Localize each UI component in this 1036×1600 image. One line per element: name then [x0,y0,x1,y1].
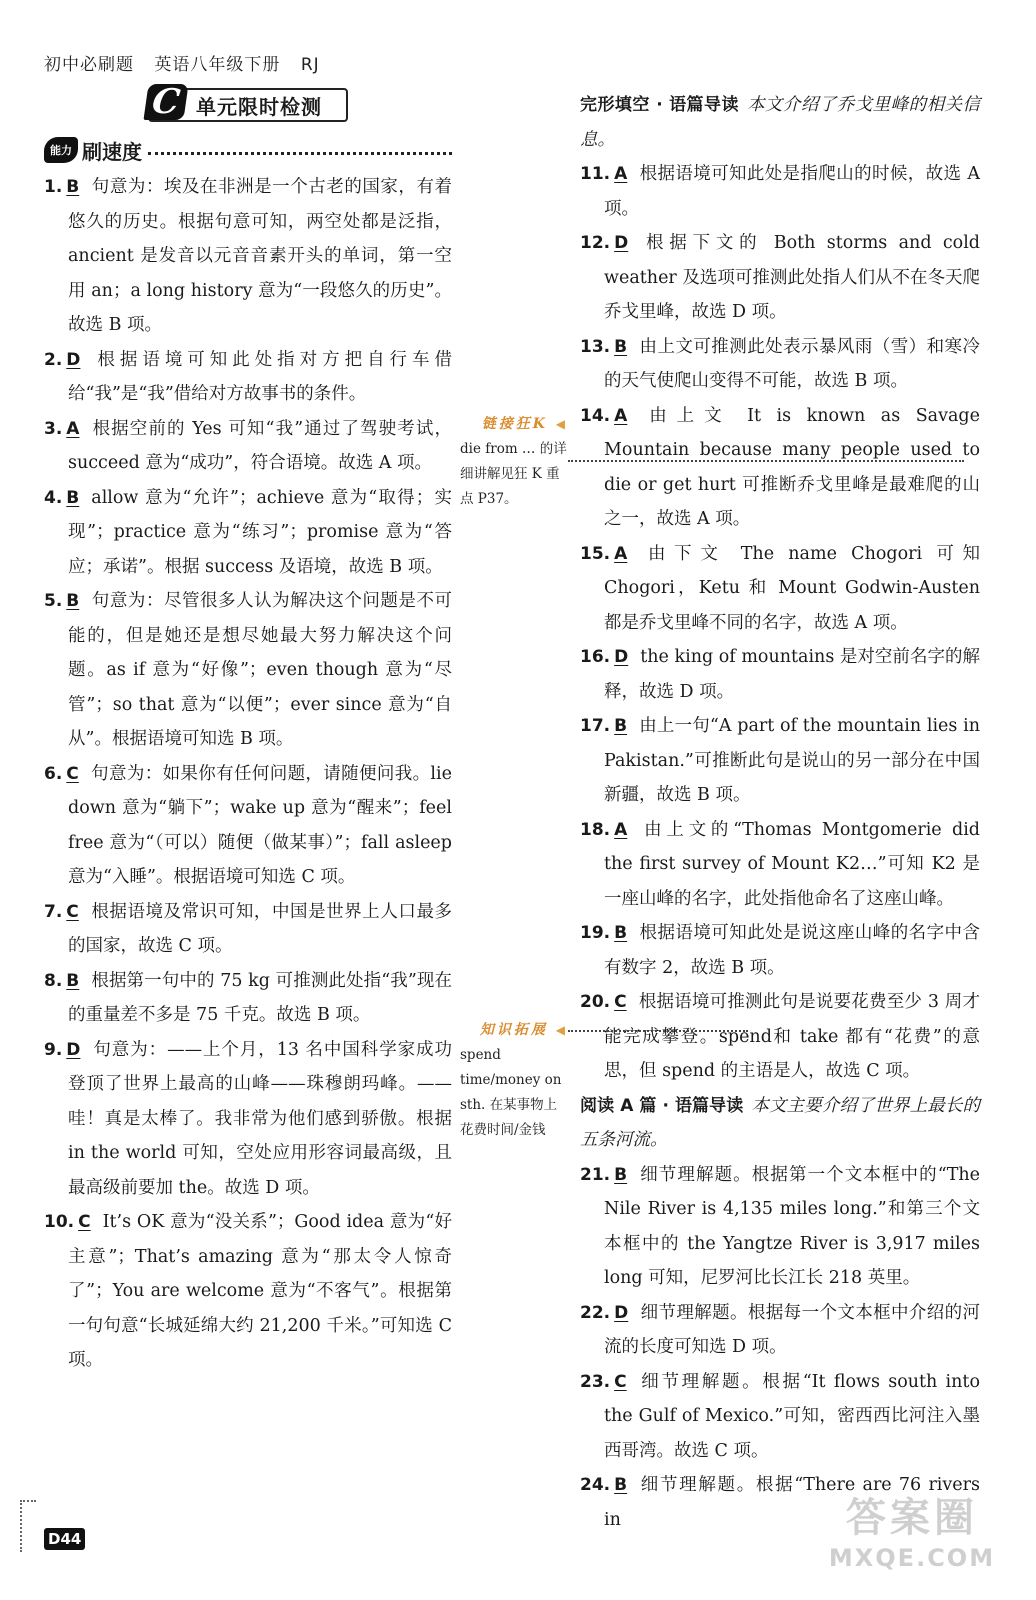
explanation-text: 根据下文的 Both storms and cold weather 及选项可推测此处指人们从不在冬天爬乔戈里峰，故选 D 项。 [604,233,980,322]
question-number: 13. [580,336,611,357]
question-number: 11. [580,164,611,184]
question-number: 3. [44,418,63,439]
side-note-knowledge [460,1018,568,1143]
answer-letter: A [614,543,628,564]
answer-item [580,399,980,537]
answer-letter: B [614,336,628,357]
answer-item [580,537,980,641]
right-column [580,88,980,1537]
answer-item [44,757,452,895]
answer-item [580,226,980,330]
question-number: 10. [44,1212,75,1232]
answer-letter: B [66,970,80,991]
answer-item [44,964,452,1033]
explanation-text: 细节理解题。根据“It flows south into the Gulf of Mexico.”可知，密西西比河注入墨西哥湾。故选 C 项。 [604,1371,980,1461]
answer-item [580,330,980,399]
answer-list-reading [580,1158,980,1538]
explanation-text: 根据语境及常识可知，中国是世界上人口最多的国家，故选 C 项。 [68,901,452,956]
answer-item [44,481,452,585]
answer-item [580,916,980,985]
explanation-text: 细节理解题。根据第一个文本框中的“The Nile River is 4,135 miles long.”和第三个文本框中的 the Yangtze River is 3,917 miles long 可知，尼罗河比长江长 218 英里。 [604,1164,980,1288]
answer-item [44,895,452,964]
explanation-text: the king of mountains 是对空前名字的解释，故选 D 项。 [604,647,980,702]
question-number: 1. [44,177,63,197]
answer-letter: A [614,405,628,426]
guide-cloze [580,88,980,157]
section-label: 刷速度 [82,139,142,164]
guide-reading [580,1089,980,1158]
explanation-text: 句意为：尽管很多人认为解决这个问题是不可能的，但是她还是想尽她最大努力解决这个问题。as if 意为“好像”；even though 意为“尽管”；so that 意为“以便”；ever since 意为“自从”。根据语境可知选 B 项。 [68,591,452,749]
answer-item [44,412,452,481]
explanation-text: 由上文可推测此处表示暴风雨（雪）和寒冷的天气使爬山变得不可能，故选 B 项。 [604,336,980,391]
question-number: 22. [580,1302,611,1323]
answer-item [580,1296,980,1365]
answer-item [580,813,980,917]
left-column [44,170,452,1378]
question-number: 17. [580,716,611,736]
question-number: 5. [44,591,63,611]
answer-letter: B [66,591,80,611]
question-number: 8. [44,970,63,991]
answer-item [44,170,452,343]
question-number: 6. [44,763,63,784]
unit-title-text: 单元限时检测 [196,94,322,119]
explanation-text: 根据语境可知此处是说这座山峰的名字中含有数字 2，故选 B 项。 [604,923,980,978]
watermark-url: MXQE.COM [828,1544,996,1572]
question-number: 19. [580,923,611,943]
edition: RJ [300,55,320,75]
note-title-text: 链接狂K [481,416,548,432]
note-leader-line [568,460,964,462]
answer-item [44,584,452,757]
answer-letter: D [614,233,629,253]
note-title-text: 知识拓展 [479,1022,548,1038]
answer-item [580,1158,980,1296]
answer-letter: B [66,177,80,197]
answer-letter: B [614,1164,628,1185]
answer-letter: D [614,1302,629,1323]
book-header [44,50,334,75]
answer-list-cloze [580,157,980,1089]
answer-letter: B [614,716,628,736]
book-name: 英语八年级下册 [154,55,281,75]
section-badge-icon: 能力 [44,137,78,163]
question-number: 12. [580,233,611,253]
guide-title: 阅读 A 篇 · 语篇导读 [580,1095,744,1116]
answer-letter: A [614,819,628,840]
explanation-text: 由上文 It is known as Savage Mountain because many people used to die or get hurt 可推断乔戈里峰是最难爬的山之一，故选 A 项。 [604,405,980,529]
answer-letter: A [66,418,80,439]
unit-test-title [148,82,348,122]
explanation-text: 根据语境可知此处指对方把自行车借给“我”是“我”借给对方故事书的条件。 [68,349,452,404]
note-body: spend time/money on sth. 在某事物上花费时间/金钱 [460,1047,562,1138]
question-number: 4. [44,487,63,508]
question-number: 20. [580,992,611,1012]
explanation-text: 根据空前的 Yes 可知“我”通过了驾驶考试，succeed 意为“成功”，符合语境。故选 A 项。 [68,418,452,473]
explanation-text: 句意为：——上个月，13 名中国科学家成功登顶了世界上最高的山峰——珠穆朗玛峰。——哇！真是太棒了。我非常为他们感到骄傲。根据 in the world 可知，空处应用形容词最高级，且最高级前要加 the。故选 D 项。 [68,1039,452,1198]
answer-letter: D [66,349,81,370]
answer-item [580,157,980,226]
explanation-text: 由上一句“A part of the mountain lies in Pakistan.”可推断此句是说山的另一部分在中国新疆，故选 B 项。 [604,716,980,805]
explanation-text: 句意为：如果你有任何问题，请随便问我。lie down 意为“躺下”；wake up 意为“醒来”；feel free 意为“（可以）随便（做某事）”；fall asleep 意为“入睡”。根据语境可知选 C 项。 [68,763,452,887]
explanation-text: 细节理解题。根据“There are 76 rivers in [604,1475,980,1530]
question-number: 14. [580,405,611,426]
answer-item [44,1205,452,1378]
corner-mark [20,1500,36,1552]
explanation-text: 句意为：埃及在非洲是一个古老的国家，有着悠久的历史。根据句意可知，两空处都是泛指，ancient 是发音以元音音素开头的单词，第一空用 an；a long history 意为“一段悠久的历史”。故选 B 项。 [68,177,452,335]
note-leader-line [568,1030,748,1032]
explanation-text: 根据第一句中的 75 kg 可推测此处指“我”现在的重量差不多是 75 千克。故选 B 项。 [68,970,452,1025]
question-number: 23. [580,1371,611,1392]
explanation-text: 根据语境可知此处是指爬山的时候，故选 A 项。 [604,164,980,219]
question-number: 15. [580,543,611,564]
answer-item [44,1033,452,1206]
explanation-text: 由下文 The name Chogori 可知 Chogori，Ketu 和 Mount Godwin-Austen 都是乔戈里峰不同的名字，故选 A 项。 [604,543,980,633]
page-number: D44 [44,1528,85,1550]
answer-item [580,985,980,1089]
answer-item [580,709,980,813]
question-number: 24. [580,1475,611,1495]
watermark-logo [812,1492,1012,1582]
question-number: 18. [580,819,611,840]
note-title [460,412,568,437]
explanation-text: It’s OK 意为“没关系”；Good idea 意为“好主意”；That’s amazing 意为“那太令人惊奇了”；You are welcome 意为“不客气”。根据第一句句意“长城延绵大约 21,200 千米。”可知选 C 项。 [68,1212,452,1370]
answer-item [44,343,452,412]
section-heading [44,136,452,164]
explanation-text: 由上文的“Thomas Montgomerie did the first survey of Mount K2…”可知 K2 是一座山峰的名字，此处指他命名了这座山峰。 [604,819,980,909]
arrow-icon: ◀ [555,1023,568,1037]
answer-letter: B [614,1475,628,1495]
answer-letter: C [614,992,627,1012]
question-number: 21. [580,1164,611,1185]
guide-text: 本文主要介绍了世界上最长的五条河流。 [580,1095,980,1150]
answer-item [580,640,980,709]
arrow-icon: ◀ [555,417,568,431]
answer-letter: C [614,1371,627,1392]
answer-letter: C [78,1212,91,1232]
guide-title: 完形填空 · 语篇导读 [580,95,739,115]
series-name: 初中必刷题 [44,55,134,75]
question-number: 16. [580,647,611,667]
explanation-text: 细节理解题。根据每一个文本框中介绍的河流的长度可知选 D 项。 [604,1302,980,1357]
answer-letter: A [614,164,628,184]
explanation-text: allow 意为“允许”；achieve 意为“取得；实现”；practice 意为“练习”；promise 意为“答应；承诺”。根据 success 及语境，故选 B 项。 [68,487,452,577]
c-badge-icon: C [143,84,188,120]
answer-item [580,1365,980,1469]
answer-letter: B [66,487,80,508]
question-number: 7. [44,901,63,922]
guide-text: 本文介绍了乔戈里峰的相关信息。 [580,95,981,150]
answer-letter: B [614,923,628,943]
explanation-text: 根据语境可推测此句是说要花费至少 3 周才能完成攀登。spend和 take 都有“花费”的意思，但 spend 的主语是人，故选 C 项。 [604,992,980,1081]
watermark-text: 答案圈 [846,1495,978,1541]
answer-letter: D [614,647,629,667]
answer-letter: D [66,1039,81,1060]
answer-letter: C [66,763,79,784]
note-body: die from … 的详细讲解见狂 K 重点 P37。 [460,441,567,507]
side-note-link [460,412,568,512]
note-title [460,1018,568,1043]
question-number: 9. [44,1039,63,1060]
question-number: 2. [44,349,63,370]
dotted-divider [148,152,452,155]
answer-letter: C [66,901,79,922]
